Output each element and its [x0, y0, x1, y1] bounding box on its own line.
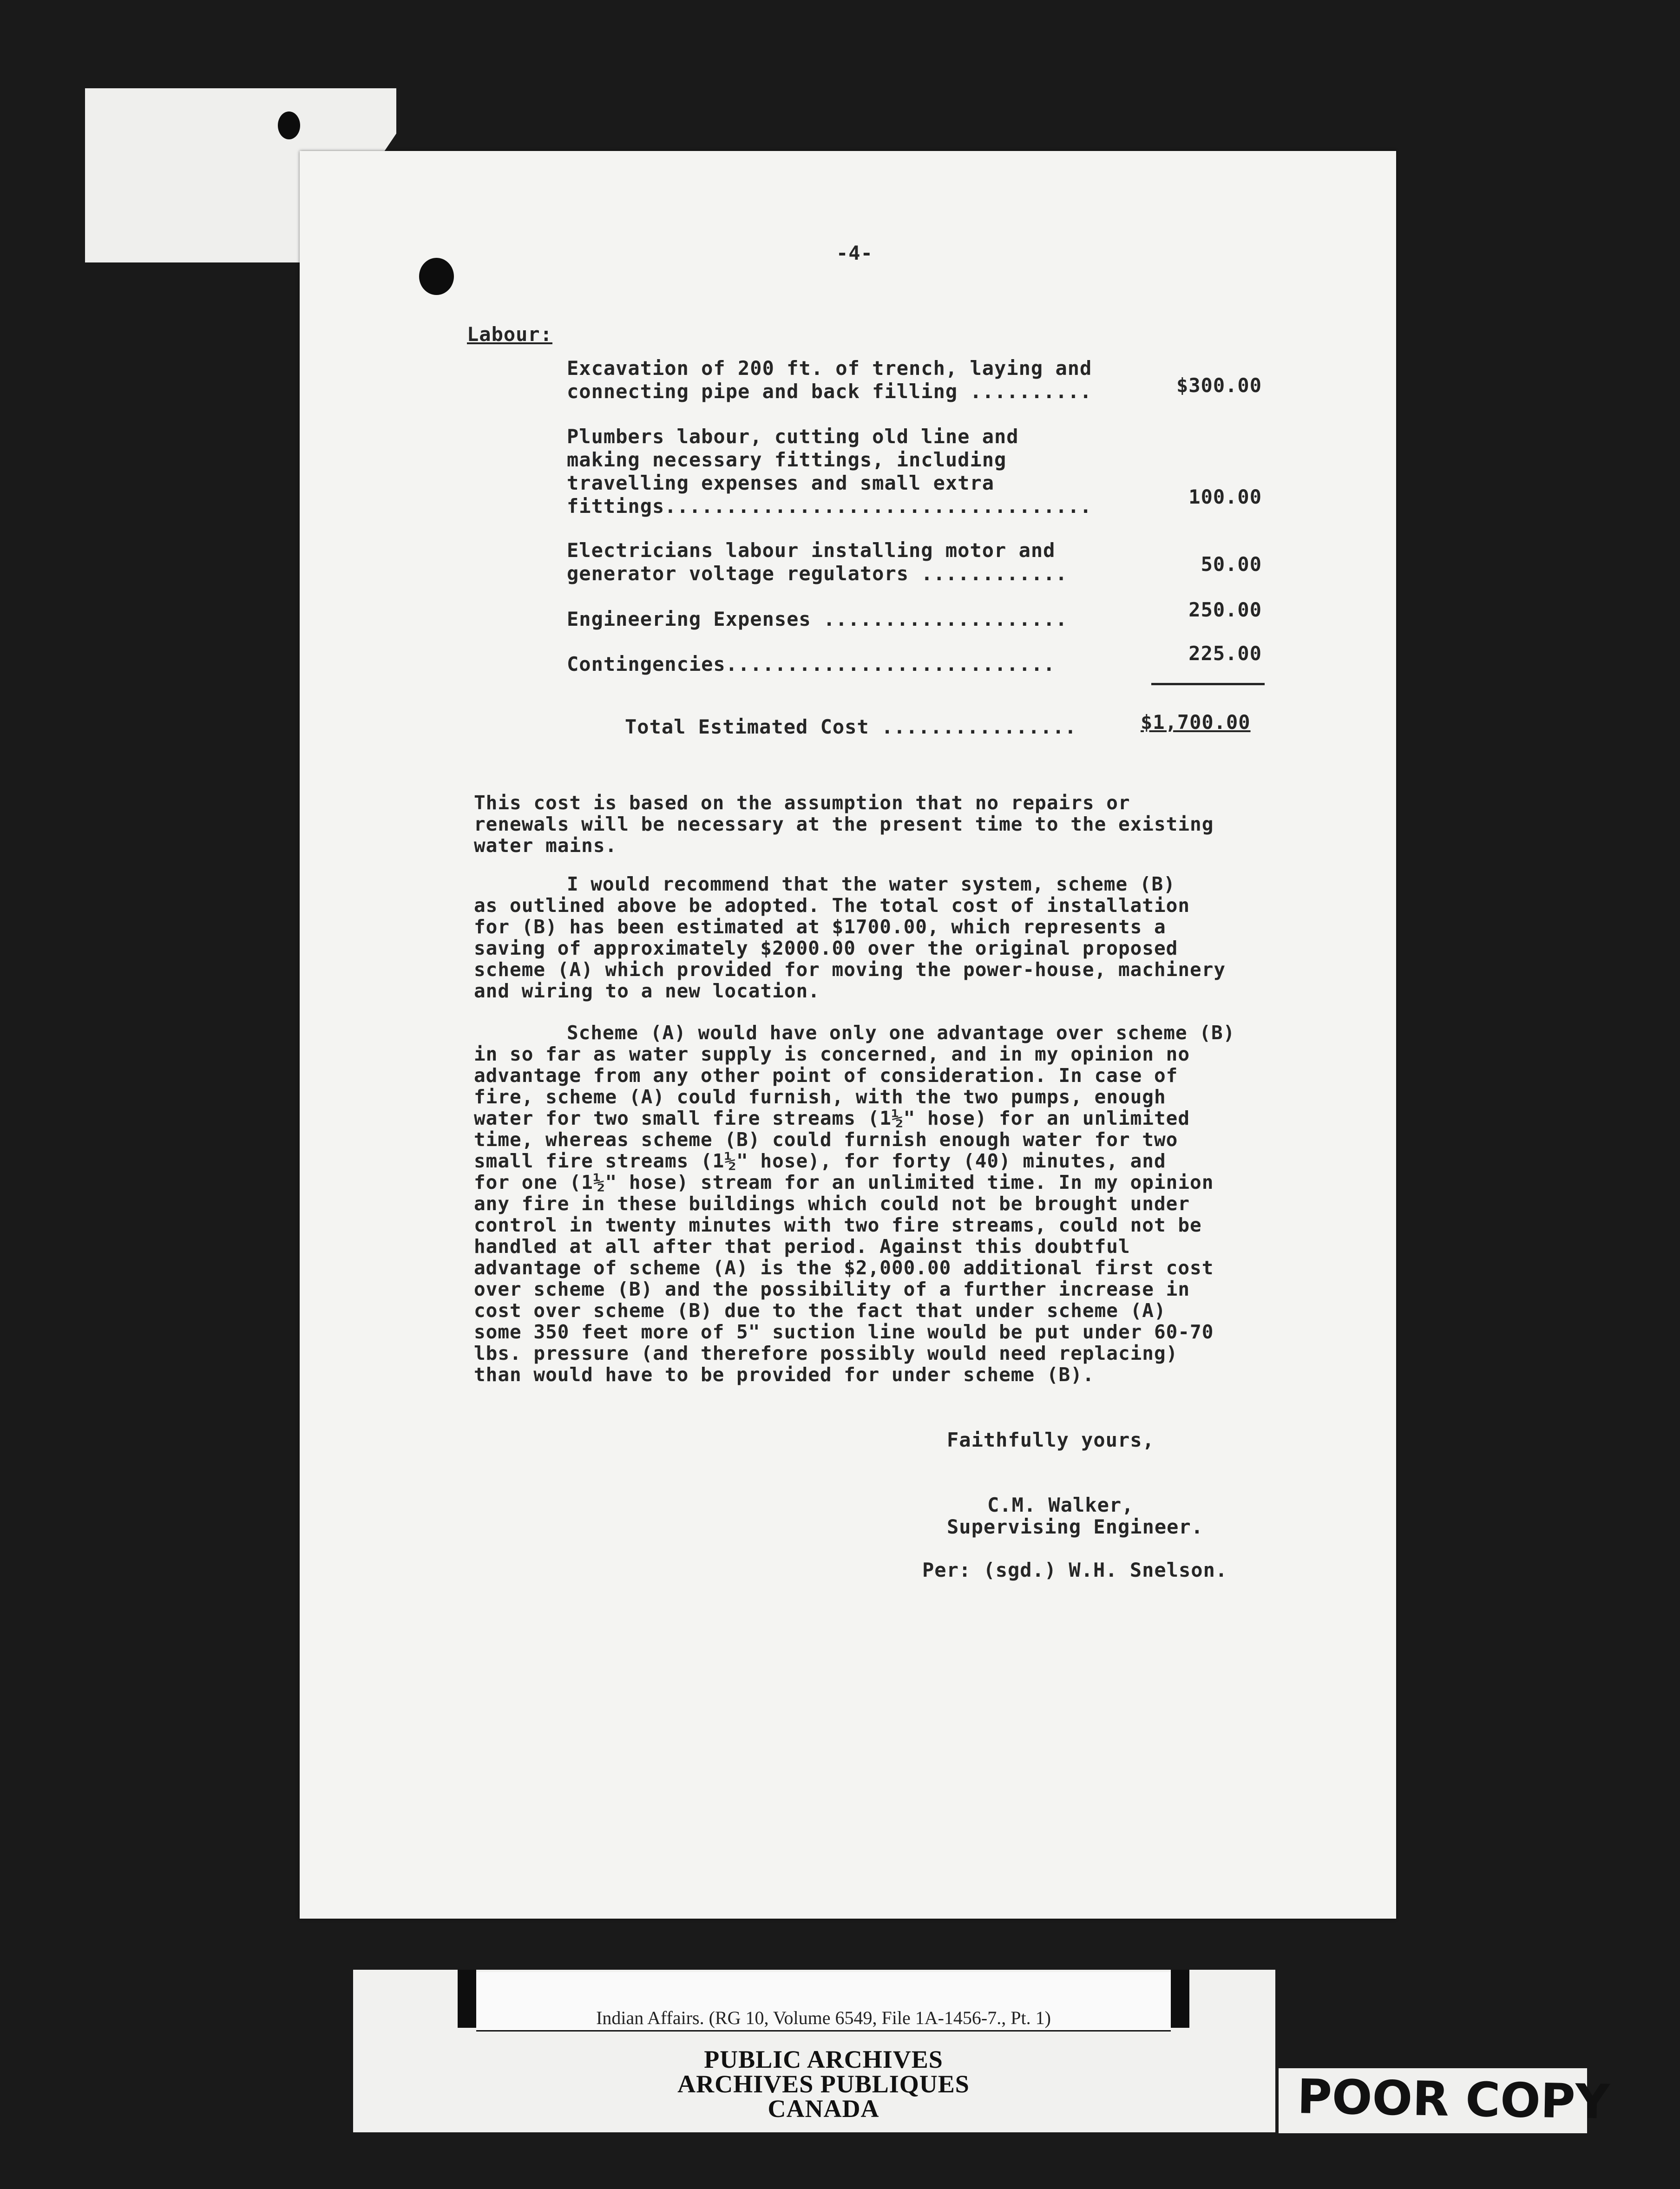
signature-title: Supervising Engineer. — [947, 1515, 1204, 1538]
text-line: water for two small fire streams (1½" hose) for an unlimited — [474, 1107, 1190, 1129]
text-line: This cost is based on the assumption that no repairs or — [474, 792, 1130, 814]
text-line: and wiring to a new location. — [474, 980, 820, 1002]
page-number: -4- — [836, 242, 873, 264]
total-label: Total Estimated Cost ................ — [625, 715, 1077, 738]
text-line: some 350 feet more of 5" suction line would be put under 60-70 — [474, 1321, 1214, 1343]
reference-box — [476, 1972, 1171, 2032]
text-line: any fire in these buildings which could not be brought under — [474, 1193, 1190, 1215]
archive-country: CANADA — [768, 2095, 879, 2123]
paragraph — [474, 792, 1214, 856]
section-heading: Labour: — [467, 323, 553, 346]
total-amount: $1,700.00 — [1141, 711, 1251, 734]
text-line: scheme (A) which provided for moving the power-house, machinery — [474, 958, 1226, 981]
item-line: Contingencies........................... — [567, 653, 1056, 675]
item-line: generator voltage regulators ............ — [567, 562, 1068, 585]
item-line: Electricians labour installing motor and — [567, 539, 1056, 562]
label-slot — [1171, 1970, 1189, 2028]
item-amount: 100.00 — [1188, 485, 1262, 508]
item-line: making necessary fittings, including — [567, 448, 1007, 471]
text-line: I would recommend that the water system, scheme (B) — [567, 873, 1175, 895]
text-line: small fire streams (1½" hose), for forty (40) minutes, and — [474, 1150, 1166, 1172]
text-line: Scheme (A) would have only one advantage over scheme (B) — [567, 1022, 1235, 1044]
item-line: fittings................................... — [567, 495, 1092, 518]
item-amount: 225.00 — [1188, 642, 1262, 665]
text-line: for (B) has been estimated at $1700.00, which represents a — [474, 916, 1166, 938]
signature-name: C.M. Walker, — [987, 1494, 1134, 1516]
text-line: water mains. — [474, 834, 617, 857]
text-line: in so far as water supply is concerned, and in my opinion no — [474, 1043, 1190, 1065]
text-line: fire, scheme (A) could furnish, with the two pumps, enough — [474, 1086, 1166, 1108]
item-amount: $300.00 — [1176, 374, 1262, 397]
item-line: travelling expenses and small extra — [567, 472, 995, 494]
item-line: Excavation of 200 ft. of trench, laying and — [567, 357, 1092, 380]
total-rule — [1151, 683, 1265, 685]
closing: Faithfully yours, — [947, 1429, 1155, 1451]
text-line: advantage of scheme (A) is the $2,000.00 additional first cost — [474, 1257, 1214, 1279]
item-line: connecting pipe and back filling .......... — [567, 380, 1092, 403]
text-line: than would have to be provided for under scheme (B). — [474, 1363, 1095, 1386]
label-slot — [458, 1970, 476, 2028]
text-line: lbs. pressure (and therefore possibly would need replacing) — [474, 1342, 1178, 1364]
text-line: over scheme (B) and the possibility of a further increase in — [474, 1278, 1190, 1300]
punch-hole — [278, 111, 300, 139]
text-line: for one (1½" hose) stream for an unlimited time. In my opinion — [474, 1171, 1214, 1193]
archive-name-fr: ARCHIVES PUBLIQUES — [677, 2070, 970, 2098]
paragraph — [474, 873, 1226, 1002]
item-line: Plumbers labour, cutting old line and — [567, 425, 1019, 448]
text-line: renewals will be necessary at the present time to the existing — [474, 813, 1214, 835]
text-line: time, whereas scheme (B) could furnish enough water for two — [474, 1128, 1178, 1151]
archive-reference: Indian Affairs. (RG 10, Volume 6549, File 1A-1456-7., Pt. 1) — [596, 2007, 1051, 2028]
text-line: handled at all after that period. Against this doubtful — [474, 1235, 1130, 1258]
item-amount: 50.00 — [1201, 553, 1262, 576]
text-line: cost over scheme (B) due to the fact that under scheme (A) — [474, 1299, 1166, 1322]
poor-copy-stamp — [1279, 2068, 1610, 2133]
archive-name-en: PUBLIC ARCHIVES — [704, 2045, 943, 2073]
text-line: control in twenty minutes with two fire streams, could not be — [474, 1214, 1202, 1236]
item-amount: 250.00 — [1188, 598, 1262, 621]
punch-hole — [419, 258, 454, 295]
item-line: Engineering Expenses .................... — [567, 608, 1068, 630]
text-line: as outlined above be adopted. The total cost of installation — [474, 894, 1190, 917]
text-line: saving of approximately $2000.00 over the original proposed — [474, 937, 1178, 959]
text-line: advantage from any other point of consideration. In case of — [474, 1064, 1178, 1087]
stamp-text: POOR COPY — [1297, 2069, 1610, 2130]
paragraph — [474, 1022, 1235, 1385]
signature-per: Per: (sgd.) W.H. Snelson. — [922, 1559, 1228, 1581]
